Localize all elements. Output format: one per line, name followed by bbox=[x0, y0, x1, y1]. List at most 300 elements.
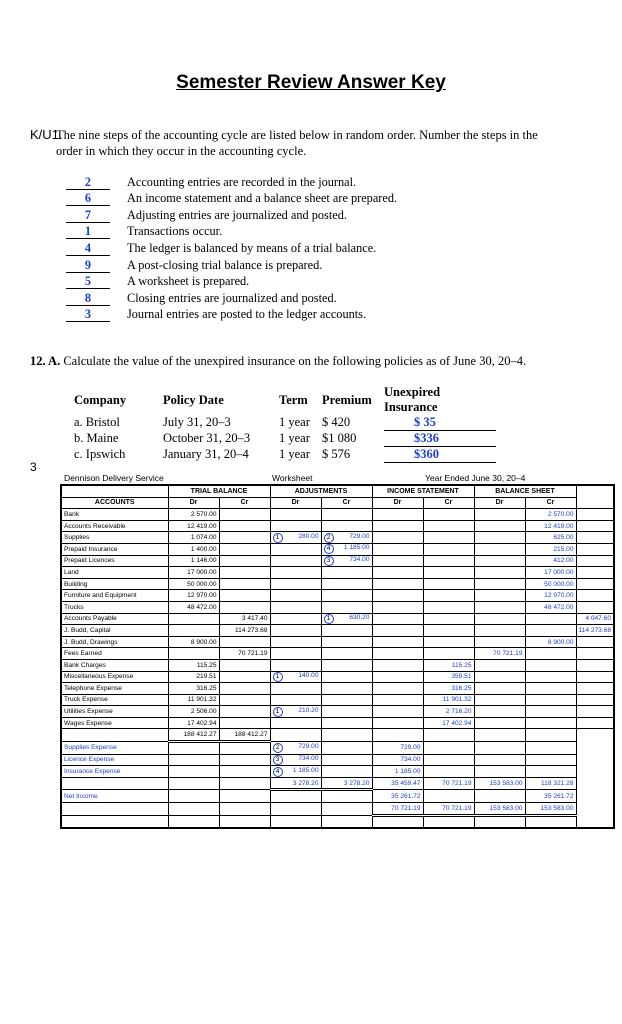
adjustment-cell bbox=[321, 706, 372, 718]
adjustment-cell bbox=[270, 601, 321, 613]
step-answer: 4 bbox=[66, 241, 110, 256]
amount-cell bbox=[372, 555, 423, 567]
step-row bbox=[66, 173, 397, 190]
amount-cell: 17 402.94 bbox=[423, 717, 474, 729]
step-row bbox=[66, 190, 397, 207]
amount-cell bbox=[219, 555, 270, 567]
amount-cell bbox=[576, 648, 614, 660]
worksheet-row bbox=[61, 671, 614, 683]
accounts-blank-header bbox=[61, 485, 168, 497]
amount-cell: 734.00 bbox=[372, 754, 423, 766]
amount-cell: 3 417.40 bbox=[219, 613, 270, 625]
amount-cell bbox=[372, 671, 423, 683]
amount-cell: 48 472.00 bbox=[525, 601, 576, 613]
adjustment-cell bbox=[321, 555, 372, 567]
amount-cell: 2 570.00 bbox=[525, 509, 576, 521]
adjustment-ref-icon: 2 bbox=[324, 533, 334, 543]
blank-cell bbox=[61, 729, 168, 742]
amount-cell: 1 146.00 bbox=[168, 555, 219, 567]
worksheet-row bbox=[61, 567, 614, 579]
account-name: Accounts Payable bbox=[61, 613, 168, 625]
insurance-prem: $ 576 bbox=[322, 447, 351, 461]
amount-cell bbox=[423, 567, 474, 579]
account-name: Furniture and Equipment bbox=[61, 590, 168, 602]
adjustment-cell bbox=[270, 532, 321, 544]
blank-cell bbox=[423, 790, 474, 803]
amount-cell bbox=[474, 509, 525, 521]
col-policy-date: Policy Date bbox=[163, 392, 224, 407]
account-name: Prepaid Insurance bbox=[61, 543, 168, 555]
adjustment-amount: 140.00 bbox=[298, 671, 319, 679]
question-1-text: The nine steps of the accounting cycle are listed below in random order. Number the steps in the order in which they occur in the accounting cycle. bbox=[56, 128, 538, 158]
blank-cell bbox=[321, 790, 372, 803]
blank-cell bbox=[219, 754, 270, 766]
dr-header: Dr bbox=[168, 497, 219, 509]
amount-cell bbox=[372, 601, 423, 613]
col-unexpired: Unexpired Insurance bbox=[384, 385, 441, 414]
amount-cell: 35 261.72 bbox=[372, 790, 423, 803]
insurance-date: January 31, 20–4 bbox=[163, 447, 249, 461]
blank-cell bbox=[219, 790, 270, 803]
insurance-date: October 31, 20–3 bbox=[163, 431, 251, 445]
amount-cell: 70 721.19 bbox=[423, 777, 474, 790]
amount-cell: 17 000.00 bbox=[525, 567, 576, 579]
amount-cell: 8 900.00 bbox=[168, 636, 219, 648]
insurance-unexp: $ 35 bbox=[384, 415, 496, 431]
amount-cell bbox=[474, 567, 525, 579]
step-answer: 9 bbox=[66, 258, 110, 273]
amount-cell bbox=[423, 625, 474, 637]
step-row bbox=[66, 223, 397, 240]
blank-cell bbox=[219, 742, 270, 755]
insurance-row bbox=[74, 415, 496, 431]
amount-cell bbox=[576, 601, 614, 613]
blank-cell bbox=[474, 815, 525, 828]
adjustment-cell bbox=[321, 532, 372, 544]
amount-cell bbox=[423, 520, 474, 532]
amount-cell bbox=[576, 590, 614, 602]
account-name: Accounts Receivable bbox=[61, 520, 168, 532]
blank-cell bbox=[168, 790, 219, 803]
adjustment-cell bbox=[270, 625, 321, 637]
amount-cell bbox=[219, 578, 270, 590]
amount-cell bbox=[423, 648, 474, 660]
step-row bbox=[66, 273, 397, 290]
amount-cell bbox=[576, 717, 614, 729]
adjustment-cell bbox=[270, 742, 321, 755]
account-name: Building bbox=[61, 578, 168, 590]
amount-cell: 316.25 bbox=[423, 683, 474, 695]
amount-cell bbox=[525, 659, 576, 671]
amount-cell bbox=[474, 543, 525, 555]
amount-cell: 70 721.19 bbox=[423, 803, 474, 816]
worksheet-row bbox=[61, 625, 614, 637]
worksheet-row bbox=[61, 509, 614, 521]
amount-cell bbox=[219, 706, 270, 718]
amount-cell bbox=[525, 706, 576, 718]
amount-cell bbox=[474, 671, 525, 683]
amount-cell bbox=[474, 706, 525, 718]
blank-cell bbox=[525, 729, 576, 742]
amount-cell bbox=[219, 694, 270, 706]
blank-cell bbox=[219, 815, 270, 828]
adjustment-cell bbox=[321, 659, 372, 671]
adjustment-ref-icon: 1 bbox=[273, 707, 283, 717]
amount-cell bbox=[576, 706, 614, 718]
blank-cell bbox=[474, 729, 525, 742]
insurance-term: 1 year bbox=[279, 431, 310, 445]
adjustment-cell bbox=[270, 613, 321, 625]
blank-cell bbox=[525, 754, 576, 766]
adjustment-cell bbox=[321, 694, 372, 706]
amount-cell: 1 185.00 bbox=[372, 766, 423, 778]
amount-cell bbox=[474, 625, 525, 637]
cr-header: Cr bbox=[219, 497, 270, 509]
amount-cell: 2 570.00 bbox=[168, 509, 219, 521]
amount-cell bbox=[372, 625, 423, 637]
amount-cell bbox=[219, 683, 270, 695]
insurance-prem: $ 420 bbox=[322, 415, 351, 430]
amount-cell bbox=[219, 717, 270, 729]
insurance-date: July 31, 20–3 bbox=[163, 415, 231, 430]
dr-header: Dr bbox=[474, 497, 525, 509]
amount-cell: 412.00 bbox=[525, 555, 576, 567]
blank-cell bbox=[423, 815, 474, 828]
blank-cell bbox=[372, 729, 423, 742]
worksheet-row bbox=[61, 636, 614, 648]
blank-cell bbox=[321, 766, 372, 778]
amount-cell bbox=[423, 590, 474, 602]
account-name: Wages Expense bbox=[61, 717, 168, 729]
amount-cell bbox=[525, 683, 576, 695]
worksheet-row bbox=[61, 555, 614, 567]
blank-cell bbox=[61, 777, 168, 790]
blank-cell bbox=[321, 754, 372, 766]
amount-cell bbox=[372, 648, 423, 660]
step-answer: 2 bbox=[66, 175, 110, 190]
worksheet-label: Worksheet bbox=[272, 473, 313, 483]
amount-cell: 114 273.68 bbox=[576, 625, 614, 637]
amount-cell: 2 506.00 bbox=[168, 706, 219, 718]
adjustment-cell bbox=[321, 590, 372, 602]
amount-cell bbox=[423, 543, 474, 555]
worksheet-row bbox=[61, 717, 614, 729]
adjustment-ref-icon: 2 bbox=[273, 743, 283, 753]
insurance-term: 1 year bbox=[279, 415, 310, 430]
step-row bbox=[66, 306, 397, 323]
amount-cell bbox=[474, 613, 525, 625]
step-answer: 3 bbox=[66, 307, 110, 322]
account-name: Telephone Expense bbox=[61, 683, 168, 695]
amount-cell: 12 970.00 bbox=[168, 590, 219, 602]
amount-cell bbox=[219, 509, 270, 521]
amount-cell: 17 000.00 bbox=[168, 567, 219, 579]
account-name: Supplies bbox=[61, 532, 168, 544]
step-text: An income statement and a balance sheet are prepared. bbox=[127, 191, 398, 206]
amount-cell: 17 402.94 bbox=[168, 717, 219, 729]
amount-cell bbox=[423, 532, 474, 544]
amount-cell: 50 000.00 bbox=[168, 578, 219, 590]
adjustment-cell bbox=[270, 671, 321, 683]
amount-cell bbox=[372, 659, 423, 671]
amount-cell bbox=[576, 671, 614, 683]
amount-cell bbox=[525, 671, 576, 683]
step-row bbox=[66, 289, 397, 306]
amount-cell: 625.00 bbox=[525, 532, 576, 544]
col-company: Company bbox=[74, 392, 127, 407]
step-answer: 1 bbox=[66, 224, 110, 239]
adjustment-cell bbox=[321, 671, 372, 683]
amount-cell: 115.25 bbox=[423, 659, 474, 671]
question-3-number: 3 bbox=[30, 460, 37, 474]
adjustment-cell bbox=[270, 766, 321, 778]
amount-cell bbox=[168, 625, 219, 637]
worksheet-row bbox=[61, 659, 614, 671]
amount-cell: 70 721.19 bbox=[372, 803, 423, 816]
amount-cell: 115.25 bbox=[168, 659, 219, 671]
step-row bbox=[66, 256, 397, 273]
insurance-row bbox=[74, 431, 496, 447]
step-row bbox=[66, 239, 397, 256]
account-name: J. Budd, Capital bbox=[61, 625, 168, 637]
step-text: Adjusting entries are journalized and posted. bbox=[127, 207, 347, 222]
adjustment-ref-icon: 3 bbox=[273, 755, 283, 765]
amount-cell: 4 047.60 bbox=[576, 613, 614, 625]
cr-header: Cr bbox=[321, 497, 372, 509]
amount-cell: 316.25 bbox=[168, 683, 219, 695]
adjustment-ref-icon: 4 bbox=[324, 544, 334, 554]
dr-header: Dr bbox=[372, 497, 423, 509]
col-term: Term bbox=[279, 392, 308, 407]
adjustment-cell bbox=[321, 520, 372, 532]
empty-row bbox=[61, 815, 614, 828]
question-2a bbox=[30, 354, 526, 369]
group-income-statement: INCOME STATEMENT bbox=[372, 485, 474, 497]
adjustment-cell bbox=[321, 578, 372, 590]
adjustment-cell bbox=[270, 520, 321, 532]
account-name: Land bbox=[61, 567, 168, 579]
step-text: A worksheet is prepared. bbox=[127, 274, 250, 289]
blank-cell bbox=[219, 766, 270, 778]
worksheet-row bbox=[61, 520, 614, 532]
amount-cell bbox=[576, 683, 614, 695]
adjustment-cell bbox=[321, 717, 372, 729]
net-income-row bbox=[61, 790, 614, 803]
step-answer: 8 bbox=[66, 291, 110, 306]
amount-cell bbox=[576, 636, 614, 648]
amount-cell bbox=[576, 532, 614, 544]
amount-cell: 35 261.72 bbox=[525, 790, 576, 803]
account-name: Supplies Expense bbox=[61, 742, 168, 755]
worksheet-row bbox=[61, 648, 614, 660]
adjustment-amount: 729.00 bbox=[349, 532, 370, 540]
account-name: Miscellaneous Expense bbox=[61, 671, 168, 683]
amount-cell bbox=[372, 532, 423, 544]
blank-cell bbox=[219, 803, 270, 816]
adjustment-cell bbox=[270, 543, 321, 555]
amount-cell: 12 970.00 bbox=[525, 590, 576, 602]
blank-cell bbox=[525, 742, 576, 755]
amount-cell bbox=[576, 567, 614, 579]
amount-cell bbox=[372, 683, 423, 695]
blank-cell bbox=[321, 803, 372, 816]
blank-cell bbox=[423, 742, 474, 755]
adjustment-cell bbox=[270, 706, 321, 718]
amount-cell bbox=[423, 578, 474, 590]
blank-cell bbox=[474, 754, 525, 766]
adjustment-cell bbox=[321, 683, 372, 695]
amount-cell bbox=[576, 555, 614, 567]
blank-cell bbox=[168, 777, 219, 790]
amount-cell bbox=[474, 659, 525, 671]
insurance-unexp: $360 bbox=[384, 447, 496, 463]
step-text: Journal entries are posted to the ledger accounts. bbox=[127, 307, 367, 322]
amount-cell: 2 716.20 bbox=[423, 706, 474, 718]
amount-cell bbox=[372, 543, 423, 555]
amount-cell: 359.51 bbox=[423, 671, 474, 683]
group-balance-sheet: BALANCE SHEET bbox=[474, 485, 576, 497]
amount-cell bbox=[474, 555, 525, 567]
amount-cell bbox=[372, 694, 423, 706]
worksheet-row bbox=[61, 754, 614, 766]
worksheet-row bbox=[61, 613, 614, 625]
amount-cell: 219.51 bbox=[168, 671, 219, 683]
insurance-row bbox=[74, 447, 496, 463]
account-name: Fees Earned bbox=[61, 648, 168, 660]
company-name: Dennison Delivery Service bbox=[64, 473, 164, 483]
amount-cell: 35 459.47 bbox=[372, 777, 423, 790]
adjustment-amount: 729.00 bbox=[298, 742, 319, 750]
adjustment-amount: 734.00 bbox=[349, 555, 370, 563]
blank-cell bbox=[168, 766, 219, 778]
amount-cell bbox=[219, 601, 270, 613]
account-name: Licence Expense bbox=[61, 754, 168, 766]
adjustment-ref-icon: 1 bbox=[273, 533, 283, 543]
dr-header: Dr bbox=[270, 497, 321, 509]
blank-cell bbox=[372, 815, 423, 828]
amount-cell: 3 278.20 bbox=[270, 777, 321, 790]
amount-cell: 3 278.20 bbox=[321, 777, 372, 790]
amount-cell bbox=[576, 694, 614, 706]
amount-cell bbox=[168, 613, 219, 625]
worksheet-row bbox=[61, 706, 614, 718]
amount-cell bbox=[576, 578, 614, 590]
step-answer: 5 bbox=[66, 274, 110, 289]
amount-cell bbox=[219, 659, 270, 671]
adjustment-cell bbox=[270, 648, 321, 660]
amount-cell: 11 901.32 bbox=[423, 694, 474, 706]
amount-cell bbox=[219, 543, 270, 555]
adjustment-cell bbox=[270, 567, 321, 579]
amount-cell bbox=[576, 509, 614, 521]
trial-balance-totals-row bbox=[61, 729, 614, 742]
blank-cell bbox=[525, 766, 576, 778]
adjustment-cell bbox=[270, 590, 321, 602]
adjustment-amount: 1 185.00 bbox=[343, 544, 370, 552]
amount-cell bbox=[423, 601, 474, 613]
step-answer: 7 bbox=[66, 208, 110, 223]
blank-cell bbox=[270, 729, 321, 742]
blank-cell bbox=[168, 742, 219, 755]
period-label: Year Ended June 30, 20–4 bbox=[425, 473, 526, 483]
adjustment-ref-icon: 4 bbox=[273, 767, 283, 777]
adjustment-cell bbox=[270, 754, 321, 766]
adjustment-ref-icon: 1 bbox=[273, 672, 283, 682]
adjustment-amount: 734.00 bbox=[298, 754, 319, 762]
blank-cell bbox=[321, 729, 372, 742]
worksheet-row bbox=[61, 766, 614, 778]
amount-cell: 153 583.00 bbox=[525, 803, 576, 816]
amount-cell: 70 721.19 bbox=[474, 648, 525, 660]
amount-cell bbox=[525, 613, 576, 625]
amount-cell bbox=[474, 717, 525, 729]
amount-cell bbox=[372, 636, 423, 648]
accounts-header: ACCOUNTS bbox=[61, 497, 168, 509]
final-totals-row bbox=[61, 803, 614, 816]
blank-cell bbox=[61, 803, 168, 816]
account-name: Bank bbox=[61, 509, 168, 521]
adjustment-ref-icon: 1 bbox=[324, 614, 334, 624]
blank-cell bbox=[168, 815, 219, 828]
group-trial-balance: TRIAL BALANCE bbox=[168, 485, 270, 497]
insurance-co: c. Ipswich bbox=[74, 447, 126, 461]
amount-cell bbox=[525, 625, 576, 637]
amount-cell bbox=[525, 648, 576, 660]
amount-cell bbox=[474, 636, 525, 648]
blank-cell bbox=[270, 815, 321, 828]
worksheet-row bbox=[61, 578, 614, 590]
amount-cell: 8 900.00 bbox=[525, 636, 576, 648]
adjustment-cell bbox=[270, 578, 321, 590]
step-answer: 6 bbox=[66, 191, 110, 206]
amount-cell: 12 419.00 bbox=[168, 520, 219, 532]
insurance-unexp: $336 bbox=[384, 431, 496, 447]
amount-cell: 153 583.00 bbox=[474, 803, 525, 816]
accounting-steps-list bbox=[66, 173, 397, 322]
amount-cell bbox=[474, 578, 525, 590]
amount-cell: 1 400.00 bbox=[168, 543, 219, 555]
blank-cell bbox=[270, 790, 321, 803]
question-2a-text: Calculate the value of the unexpired insurance on the following policies as of June 30, 20–4. bbox=[63, 354, 527, 368]
step-text: Accounting entries are recorded in the journal. bbox=[127, 174, 357, 189]
worksheet-table bbox=[60, 484, 615, 829]
question-1-number: K/U1. bbox=[30, 127, 63, 142]
adjustment-cell bbox=[321, 625, 372, 637]
amount-cell bbox=[423, 636, 474, 648]
amount-cell bbox=[219, 532, 270, 544]
blank-cell bbox=[219, 777, 270, 790]
adjustment-cell bbox=[321, 567, 372, 579]
worksheet-row bbox=[61, 590, 614, 602]
adjustment-amount: 1 185.00 bbox=[292, 766, 319, 774]
insurance-prem: $1 080 bbox=[322, 431, 357, 445]
amount-cell: 729.00 bbox=[372, 742, 423, 755]
blank-cell bbox=[61, 815, 168, 828]
insurance-term: 1 year bbox=[279, 447, 310, 461]
blank-cell bbox=[321, 815, 372, 828]
adjustment-amount: 280.00 bbox=[298, 532, 319, 540]
col-premium: Premium bbox=[322, 392, 372, 407]
amount-cell bbox=[474, 694, 525, 706]
insurance-co: a. Bristol bbox=[74, 415, 120, 430]
amount-cell bbox=[525, 717, 576, 729]
amount-cell: 12 419.00 bbox=[525, 520, 576, 532]
amount-cell: 188 412.27 bbox=[168, 729, 219, 742]
amount-cell bbox=[168, 648, 219, 660]
blank-cell bbox=[168, 754, 219, 766]
adjustment-cell bbox=[270, 683, 321, 695]
blank-cell bbox=[168, 803, 219, 816]
